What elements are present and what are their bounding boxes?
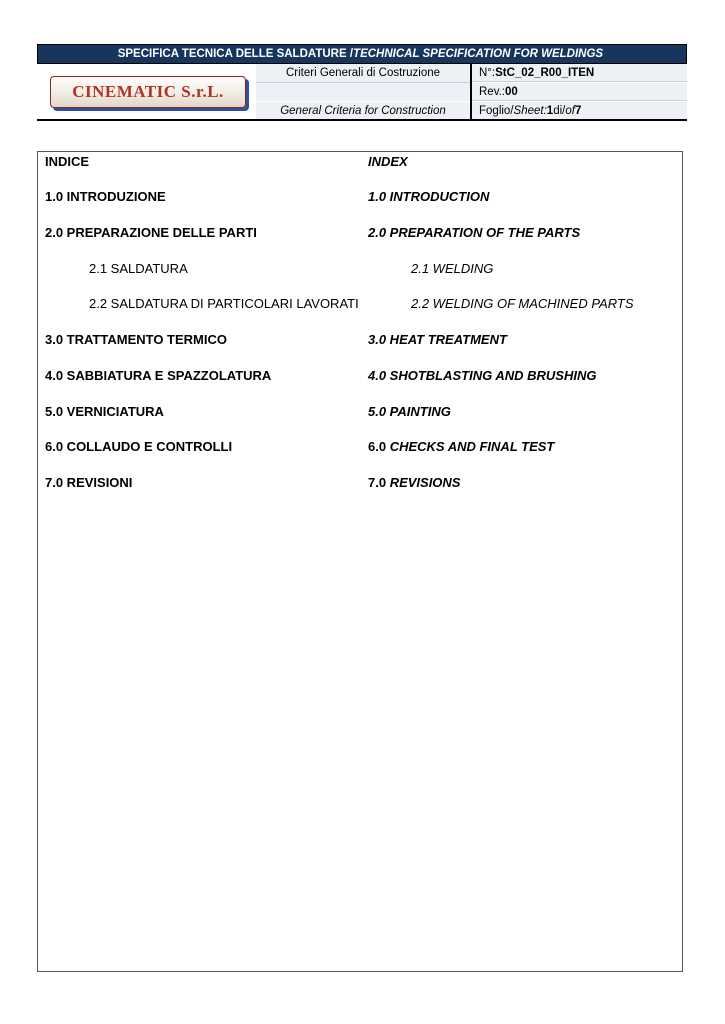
index-subitem-en: 2.1 WELDING (411, 261, 494, 276)
header-title-en: TECHNICAL SPECIFICATION FOR WELDINGS (353, 48, 604, 60)
index-item-it: 5.0 VERNICIATURA (45, 404, 164, 419)
index-item-en (368, 475, 460, 491)
index-item-en: 2.0 PREPARATION OF THE PARTS (368, 225, 581, 240)
doc-number-label: N°: (479, 66, 496, 79)
index-item-en: 1.0 INTRODUCTION (368, 189, 490, 204)
criteria-spacer (256, 83, 470, 101)
index-item-it: 7.0 REVISIONI (45, 475, 133, 490)
sheet-current: 1 (546, 104, 554, 117)
doc-revision (472, 83, 687, 101)
index-item-en-prefix: 7.0 (368, 475, 390, 490)
doc-revision-value: 00 (505, 85, 518, 98)
index-subitem-it: 2.2 SALDATURA DI PARTICOLARI LAVORATI (89, 296, 359, 311)
index-subitem-it: 2.1 SALDATURA (89, 261, 188, 276)
criteria-it: Criteri Generali di Costruzione (256, 64, 470, 83)
sheet-label-en: Sheet: (513, 104, 547, 117)
doc-info-cell (472, 64, 687, 119)
sheet-of-en: of (565, 104, 575, 117)
header-title-bar (37, 44, 687, 64)
company-logo: CINEMATIC S.r.L. (50, 76, 246, 108)
index-item-en-prefix: 6.0 (368, 439, 390, 454)
index-heading-en: INDEX (368, 154, 408, 169)
header-grid (37, 64, 687, 121)
criteria-en: General Criteria for Construction (256, 102, 470, 119)
index-item-it: 1.0 INTRODUZIONE (45, 189, 166, 204)
criteria-cell (256, 64, 470, 119)
sheet-label-it: Foglio/ (479, 104, 514, 117)
index-item-it: 2.0 PREPARAZIONE DELLE PARTI (45, 225, 257, 240)
index-heading-it: INDICE (45, 154, 90, 169)
doc-number-value: StC_02_R00_ITEN (495, 66, 595, 79)
index-item-en: 4.0 SHOTBLASTING AND BRUSHING (368, 368, 597, 383)
index-item-en: 5.0 PAINTING (368, 404, 451, 419)
index-item-it: 3.0 TRATTAMENTO TERMICO (45, 332, 227, 347)
doc-number (472, 64, 687, 82)
sheet-total: 7 (574, 104, 582, 117)
sheet-of-it: di/ (553, 104, 566, 117)
index-item-en: 3.0 HEAT TREATMENT (368, 332, 507, 347)
index-item-en-text: CHECKS AND FINAL TEST (389, 439, 555, 454)
index-item-it: 6.0 COLLAUDO E CONTROLLI (45, 439, 233, 454)
index-item-en (368, 439, 554, 455)
index-box (37, 151, 683, 972)
logo-cell (37, 64, 256, 119)
index-item-it: 4.0 SABBIATURA E SPAZZOLATURA (45, 368, 272, 383)
doc-sheet (472, 102, 687, 119)
index-subitem-en: 2.2 WELDING OF MACHINED PARTS (411, 296, 634, 311)
index-item-en-text: REVISIONS (389, 475, 461, 490)
doc-revision-label: Rev.: (479, 85, 505, 98)
document-header (37, 44, 687, 121)
header-title-it: SPECIFICA TECNICA DELLE SALDATURE / (117, 48, 354, 60)
